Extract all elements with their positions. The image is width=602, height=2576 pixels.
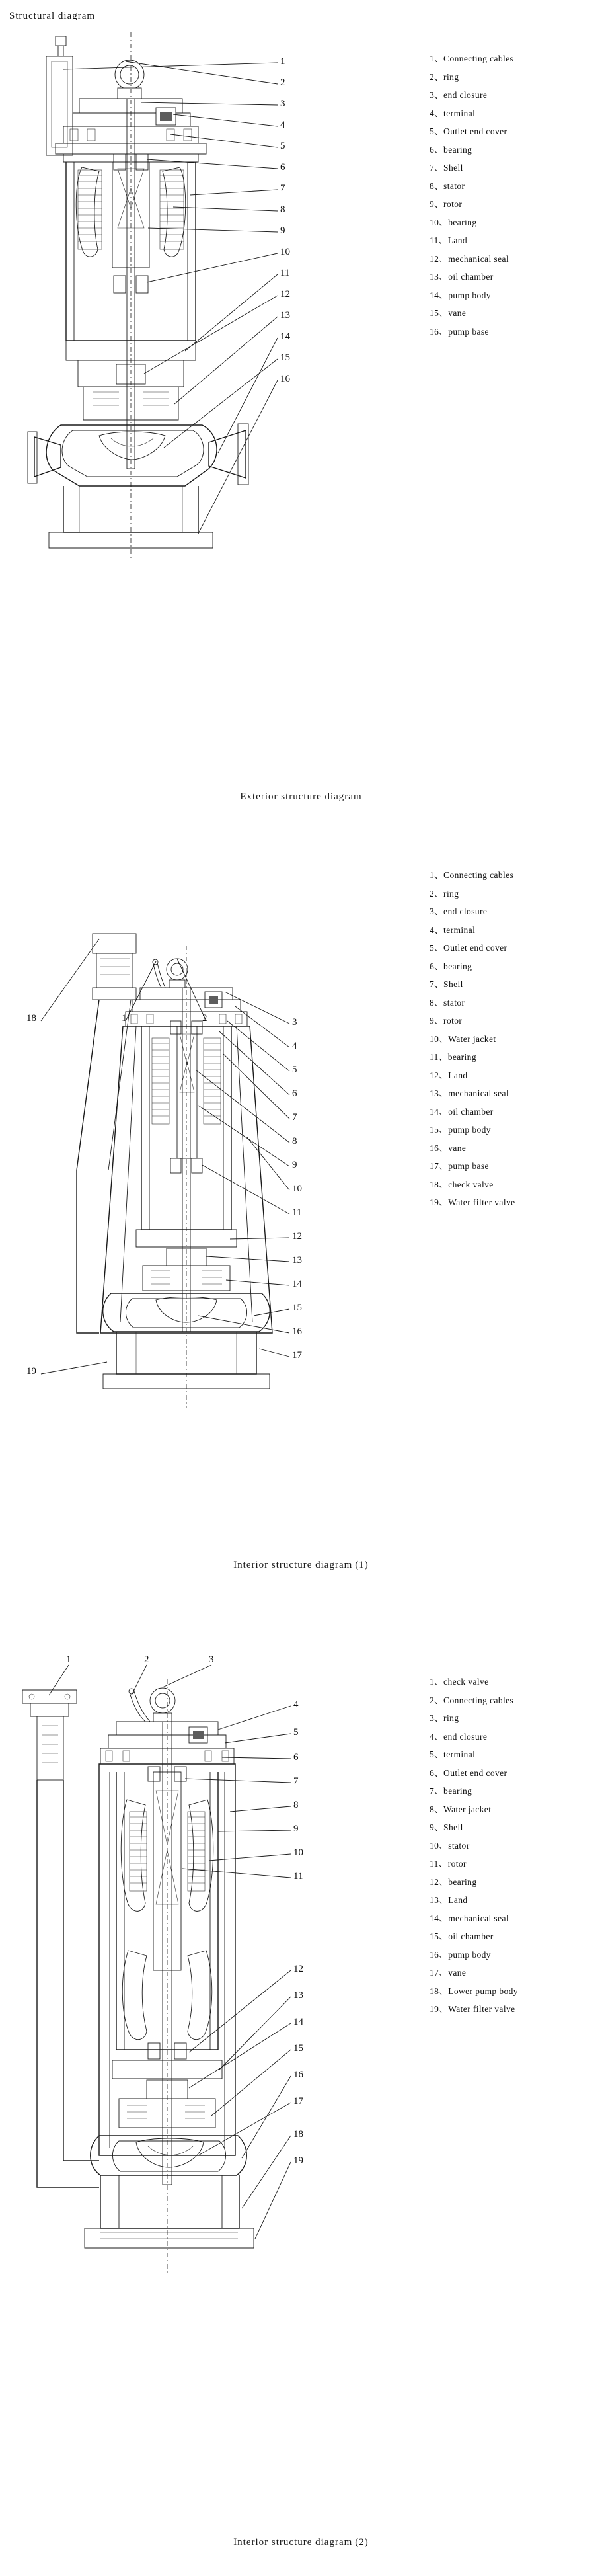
- callout-17: 17: [293, 2096, 303, 2107]
- legend-item: 1、Connecting cables: [430, 54, 514, 63]
- callout-18: 18: [293, 2129, 303, 2140]
- callout-10: 10: [280, 247, 290, 257]
- callout-3: 3: [209, 1654, 214, 1665]
- callout-2: 2: [202, 1013, 207, 1024]
- legend-item: 18、Lower pump body: [430, 1986, 518, 1996]
- legend-item: 5、terminal: [430, 1750, 476, 1759]
- figure-interior1-drawing: [0, 860, 423, 1521]
- legend-item: 3、end closure: [430, 90, 488, 100]
- callout-7: 7: [280, 183, 285, 194]
- callout-19: 19: [293, 2155, 303, 2166]
- callout-16: 16: [280, 374, 290, 384]
- legend-item: 19、Water filter valve: [430, 2004, 515, 2014]
- callout-9: 9: [293, 1824, 299, 1834]
- callout-13: 13: [293, 1990, 303, 2001]
- callout-15: 15: [293, 2043, 303, 2054]
- caption-interior2-number: (2): [355, 2537, 369, 2548]
- legend-item: 13、oil chamber: [430, 272, 494, 282]
- legend-item: 14、mechanical seal: [430, 1913, 509, 1923]
- legend-item: 19、Water filter valve: [430, 1197, 515, 1207]
- legend-item: 11、rotor: [430, 1859, 467, 1869]
- legend-item: 14、oil chamber: [430, 1106, 494, 1117]
- callout-3: 3: [280, 99, 285, 109]
- caption-interior1: Interior structure diagram: [233, 1560, 353, 1570]
- legend-item: 10、Water jacket: [430, 1033, 496, 1044]
- callout-12: 12: [293, 1964, 303, 1974]
- callout-12: 12: [292, 1231, 302, 1242]
- legend-item: 2、Connecting cables: [430, 1695, 514, 1705]
- callout-19: 19: [26, 1366, 36, 1377]
- legend-item: 16、pump base: [430, 326, 489, 337]
- legend-item: 13、Land: [430, 1895, 468, 1905]
- figure-interior2-drawing: [0, 1613, 423, 2506]
- legend-item: 5、Outlet end cover: [430, 126, 508, 136]
- legend-item: 9、Shell: [430, 1822, 463, 1832]
- legend-item: 13、mechanical seal: [430, 1088, 509, 1098]
- legend-item: 3、end closure: [430, 906, 488, 916]
- callout-13: 13: [292, 1255, 302, 1266]
- callout-14: 14: [280, 331, 290, 342]
- legend-item: 9、rotor: [430, 199, 463, 209]
- callout-1: 1: [280, 56, 285, 67]
- legend-item: 4、terminal: [430, 108, 476, 118]
- callout-3: 3: [292, 1017, 297, 1027]
- callout-16: 16: [292, 1326, 302, 1337]
- legend-item: 3、ring: [430, 1713, 459, 1723]
- callout-1: 1: [122, 1013, 127, 1024]
- callout-14: 14: [292, 1279, 302, 1289]
- callout-10: 10: [293, 1847, 303, 1858]
- callout-5: 5: [292, 1065, 297, 1075]
- callout-4: 4: [292, 1041, 297, 1051]
- callout-15: 15: [280, 352, 290, 363]
- callout-6: 6: [292, 1088, 297, 1099]
- legend-item: 11、bearing: [430, 1052, 476, 1062]
- legend-item: 17、vane: [430, 1968, 467, 1978]
- legend-item: 16、vane: [430, 1143, 467, 1153]
- callout-12: 12: [280, 289, 290, 300]
- callout-9: 9: [280, 225, 285, 236]
- caption-exterior: Exterior structure diagram: [240, 791, 362, 802]
- caption-interior1-number: (1): [355, 1560, 369, 1570]
- callout-11: 11: [292, 1207, 302, 1218]
- callout-15: 15: [292, 1303, 302, 1313]
- legend-item: 1、Connecting cables: [430, 870, 514, 880]
- legend-item: 6、bearing: [430, 961, 472, 971]
- callout-1: 1: [66, 1654, 71, 1665]
- callout-2: 2: [144, 1654, 149, 1665]
- callout-14: 14: [293, 2017, 303, 2027]
- legend-item: 17、pump base: [430, 1161, 489, 1171]
- callout-9: 9: [292, 1160, 297, 1170]
- legend-item: 1、check valve: [430, 1677, 489, 1687]
- legend-item: 16、pump body: [430, 1949, 491, 1960]
- legend-item: 12、Land: [430, 1070, 468, 1080]
- legend-structural: [430, 50, 513, 341]
- legend-item: 7、bearing: [430, 1786, 472, 1796]
- legend-item: 4、end closure: [430, 1731, 488, 1742]
- callout-11: 11: [293, 1871, 303, 1882]
- callout-2: 2: [280, 77, 285, 88]
- callout-4: 4: [293, 1699, 299, 1710]
- legend-item: 11、Land: [430, 235, 468, 245]
- callout-8: 8: [292, 1136, 297, 1147]
- legend-item: 12、bearing: [430, 1876, 477, 1887]
- callout-6: 6: [293, 1752, 299, 1763]
- callout-4: 4: [280, 120, 285, 130]
- callout-18: 18: [26, 1013, 36, 1024]
- structural-diagram-svg: [0, 30, 423, 750]
- callout-13: 13: [280, 310, 290, 321]
- legend-item: 2、ring: [430, 888, 459, 899]
- legend-item: 2、ring: [430, 71, 459, 82]
- legend-item: 7、Shell: [430, 163, 463, 173]
- legend-item: 4、terminal: [430, 924, 476, 935]
- callout-11: 11: [280, 268, 290, 278]
- callout-5: 5: [280, 141, 285, 151]
- legend-item: 6、bearing: [430, 144, 472, 155]
- legend-item: 7、Shell: [430, 979, 463, 989]
- legend-item: 8、stator: [430, 181, 465, 191]
- legend-item: 15、vane: [430, 308, 467, 318]
- legend-item: 15、oil chamber: [430, 1931, 494, 1941]
- callout-16: 16: [293, 2070, 303, 2080]
- legend-interior2: [430, 1673, 518, 2019]
- callout-7: 7: [293, 1776, 299, 1787]
- legend-item: 9、rotor: [430, 1016, 463, 1026]
- caption-interior2: Interior structure diagram: [233, 2537, 353, 2548]
- callout-6: 6: [280, 162, 285, 173]
- legend-interior1: [430, 866, 515, 1212]
- legend-item: 14、pump body: [430, 290, 491, 300]
- legend-item: 15、pump body: [430, 1125, 491, 1135]
- callout-7: 7: [292, 1112, 297, 1123]
- callout-8: 8: [280, 204, 285, 215]
- legend-item: 10、bearing: [430, 217, 477, 227]
- callout-17: 17: [292, 1350, 302, 1361]
- legend-item: 12、mechanical seal: [430, 253, 509, 264]
- legend-item: 5、Outlet end cover: [430, 943, 508, 953]
- callout-5: 5: [293, 1727, 299, 1738]
- legend-item: 10、stator: [430, 1840, 470, 1851]
- callout-10: 10: [292, 1184, 302, 1194]
- interior2-diagram-svg: [0, 1613, 423, 2506]
- legend-item: 18、check valve: [430, 1179, 494, 1189]
- interior1-diagram-svg: [0, 860, 423, 1521]
- legend-item: 8、Water jacket: [430, 1804, 492, 1814]
- section-title-structural: Structural diagram: [9, 11, 96, 21]
- callout-8: 8: [293, 1800, 299, 1810]
- legend-item: 6、Outlet end cover: [430, 1767, 508, 1778]
- figure-structural-drawing: [0, 30, 423, 750]
- legend-item: 8、stator: [430, 997, 465, 1008]
